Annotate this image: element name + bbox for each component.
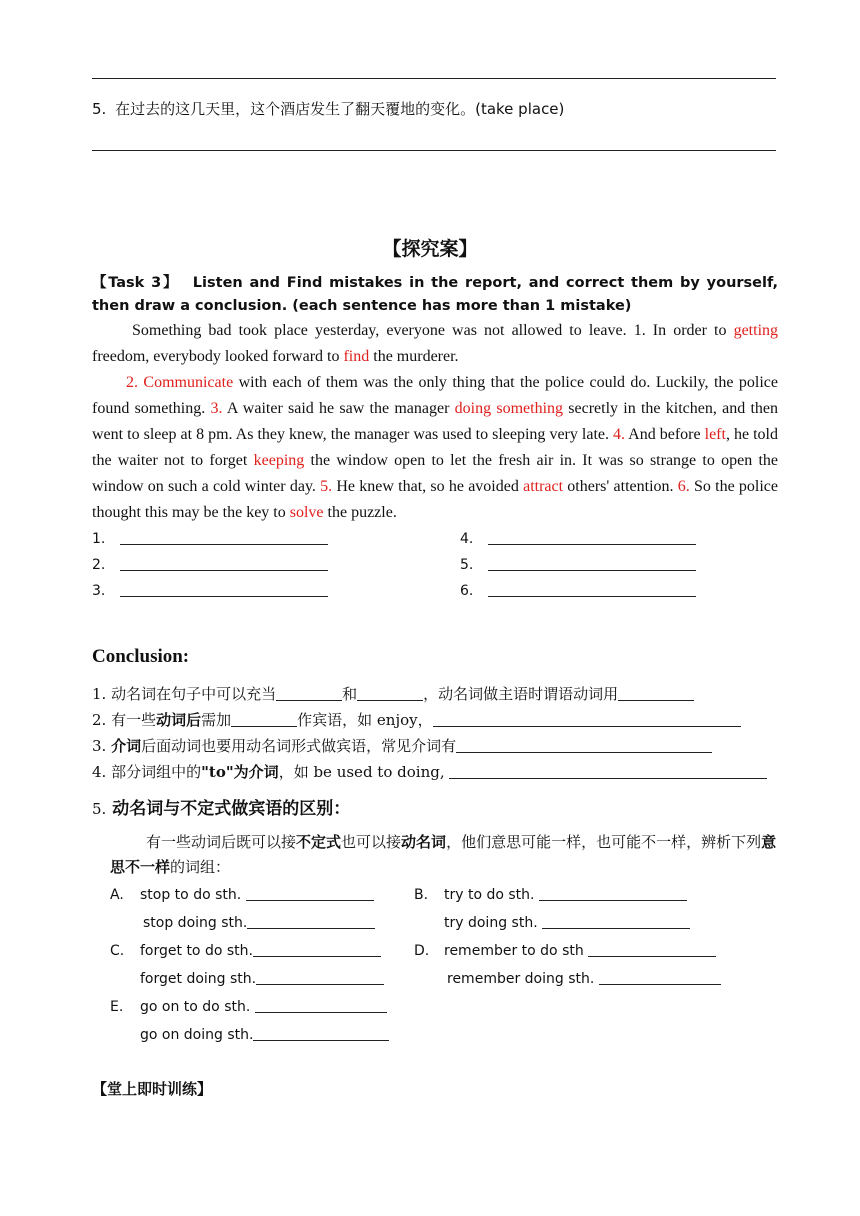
mistake-doing-something: doing something: [454, 400, 564, 417]
fill-blank[interactable]: [253, 942, 381, 957]
fill-blank[interactable]: [231, 712, 297, 727]
option-d-line-2: remember doing sth.: [447, 970, 721, 987]
fill-blank[interactable]: [433, 712, 741, 727]
mistake-attract: attract: [523, 478, 564, 495]
mistake-left: left: [704, 426, 726, 443]
conclusion-heading: Conclusion:: [92, 646, 190, 667]
answer-blank-1[interactable]: 1.: [92, 530, 328, 547]
fill-blank[interactable]: [247, 914, 375, 929]
answer-line-top: [92, 78, 776, 79]
section-5-intro: 有一些动词后既可以接不定式也可以接动名词，他们意思可能一样，也可能不一样，辨析下列意思不一样的词组：: [110, 833, 777, 876]
fill-blank[interactable]: [255, 998, 387, 1013]
option-a-line-2: stop doing sth.: [143, 914, 375, 931]
task-3-label: 【Task 3】: [92, 275, 180, 291]
fill-blank[interactable]: [456, 738, 712, 753]
option-b-line-2: try doing sth.: [444, 914, 690, 931]
conclusion-line-4: 4. 部分词组中的"to"为介词，如 be used to doing,: [92, 762, 778, 782]
fill-blank[interactable]: [253, 1026, 389, 1041]
option-e-line-1: E. go on to do sth.: [110, 998, 387, 1015]
mistake-find: find: [343, 348, 370, 365]
mistake-solve: solve: [289, 504, 324, 521]
fill-blank[interactable]: [246, 886, 374, 901]
mistake-getting: getting: [733, 322, 779, 339]
section-5-heading: 5. 动名词与不定式做宾语的区别：: [92, 799, 351, 819]
mistake-communicate: Communicate: [143, 374, 234, 391]
option-e-line-2: go on doing sth.: [140, 1026, 389, 1043]
fill-blank[interactable]: [276, 686, 342, 701]
in-class-practice-heading: 【堂上即时训练】: [92, 1080, 213, 1098]
fill-blank[interactable]: [618, 686, 694, 701]
fill-blank[interactable]: [588, 942, 716, 957]
conclusion-line-1: 1. 动名词在句子中可以充当 和 ，动名词做主语时谓语动词用: [92, 684, 778, 704]
option-c-line-2: forget doing sth.: [140, 970, 384, 987]
answer-blank-5[interactable]: 5.: [460, 556, 696, 573]
answer-blank-2[interactable]: 2.: [92, 556, 328, 573]
option-b-line-1: B. try to do sth.: [414, 886, 687, 903]
answer-blank-6[interactable]: 6.: [460, 582, 696, 599]
option-d-line-1: D. remember to do sth: [414, 942, 716, 959]
answer-blank-4[interactable]: 4.: [460, 530, 696, 547]
fill-blank[interactable]: [599, 970, 721, 985]
fill-blank[interactable]: [449, 764, 767, 779]
option-a-line-1: A. stop to do sth.: [110, 886, 374, 903]
conclusion-line-3: 3. 介词后面动词也要用动名词形式做宾语，常见介词有: [92, 736, 778, 756]
task-3-instructions: [92, 272, 778, 318]
answer-blank-3[interactable]: 3.: [92, 582, 328, 599]
mistake-keeping: keeping: [253, 452, 305, 469]
fill-blank[interactable]: [539, 886, 687, 901]
answer-line-sentence-5: [92, 150, 776, 151]
fill-blank[interactable]: [542, 914, 690, 929]
fill-blank[interactable]: [256, 970, 384, 985]
translation-sentence-5: 5. 在过去的这几天里，这个酒店发生了翻天覆地的变化。(take place): [92, 100, 565, 118]
option-c-line-1: C. forget to do sth.: [110, 942, 381, 959]
conclusion-line-2: 2. 有一些动词后需加 作宾语，如 enjoy，: [92, 710, 778, 730]
task-3-text: Listen and Find mistakes in the report, and correct them by yourself, then draw a conclusion. (each sentence has more than 1 mistake): [92, 275, 779, 314]
section-title: 【探究案】: [382, 238, 478, 260]
report-paragraph: Something bad took place yesterday, everyone was not allowed to leave. 1. In order to getting freedom, everybody looked forward to find the murderer. 2. Communicate with each of them was the only thing that the police could do. Luckily, the police found something. 3. A waiter said he saw the manager doing something secretly in the kitchen, and then went to sleep at 8 pm. As they knew, the manager was used to sleeping very late. 4. And before left, he told the waiter not to forget keeping the window open to let the fresh air in. It was so strange to open the window on such a cold winter day. 5. He knew that, so he avoided attract others' attention. 6. So the police thought this may be the key to solve the puzzle.: [92, 322, 779, 521]
fill-blank[interactable]: [357, 686, 423, 701]
